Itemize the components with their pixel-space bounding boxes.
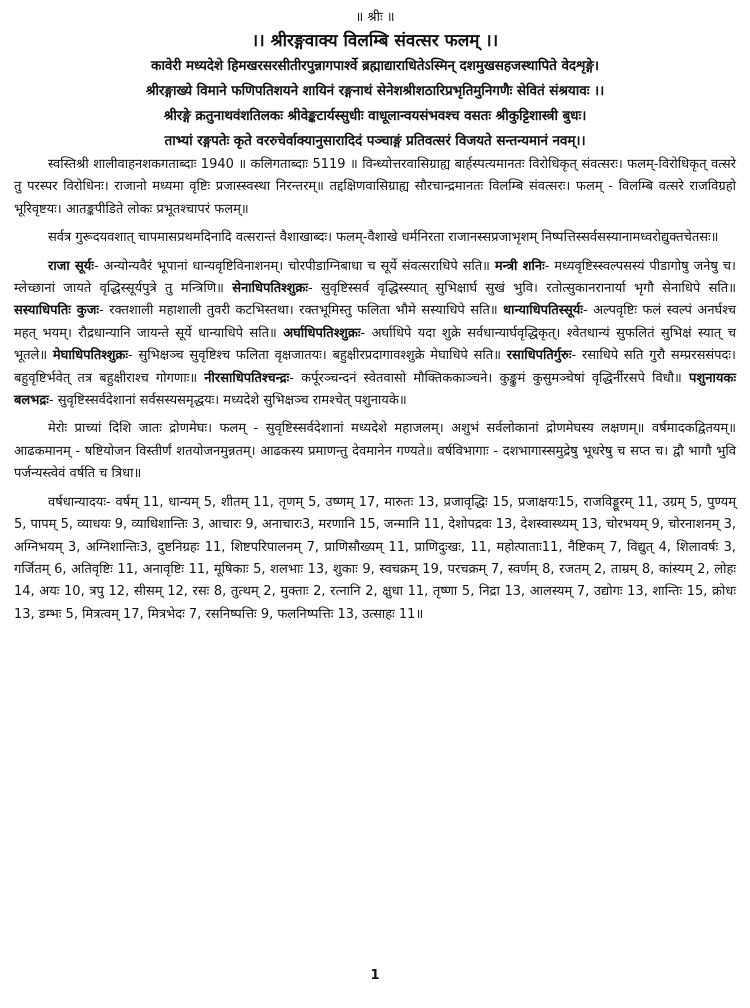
- ruler-text: - अल्पवृष्टिः फलं स्वल्पं अनर्घश्च महत् भयम्। रौद्रधान्यानि जायन्ते सूर्ये धान्याधिपे सति॥: [14, 303, 736, 341]
- intro-line: श्रीरङ्गे क्रतुनाथवंशतिलकः श्रीवेङ्कटार्यस्सुधीः वाधूलान्वयसंभवश्च वसतः श्रीकुट्टिशास्त्री बुधः।: [163, 108, 587, 124]
- ruler-entry: [53, 348, 507, 363]
- intro-line: ताभ्यां रङ्गपतेः कृते वररुचेर्वाक्यानुसारादिदं पञ्चाङ्गं प्रतिवत्सरं विजयते सन्तन्यमानं नवम्।।: [164, 133, 586, 149]
- ruler-text: - मध्यवृष्टिस्स्वल्पसस्यं पीडागोषु जनेषु च। म्लेच्छानां जायते वृद्धिस्सूर्यपुत्रे तु मन्त्रिणि॥: [14, 258, 736, 297]
- ruler-key: रसाधिपतिर्गुरुः: [506, 348, 572, 364]
- ruler-key: नीरसाधिपतिश्चन्द्रः: [204, 370, 290, 386]
- ruler-text: - सुवृष्टिस्सर्व वृद्धिस्स्यात् सुभिक्षार्घ सुखं भुवि। रतोत्सुकानरानार्या भृगौ सेनाधिपे सति॥: [307, 281, 737, 297]
- ruler-text: - सुवृष्टिस्सर्वदेशानां सर्वसस्यसमृद्धयः। मध्यदेशे सुभिक्षञ्च रामश्चेत् पशुनायके॥: [48, 393, 407, 409]
- intro-line: कावेरी मध्यदेशे हिमखरसरसीतीरपुन्नागपार्श्वे ब्रह्माद्याराधितेऽस्मिन् दशमुखसहजस्थापिते वेदशृङ्गे।: [151, 58, 599, 74]
- paragraph-rulers: [14, 256, 736, 413]
- ruler-key: पशुनायकः बलभद्रः: [14, 370, 736, 409]
- ruler-entry: [48, 259, 495, 274]
- page-number: 1: [370, 968, 380, 983]
- ruler-text: - रक्तशाली महाशाली तुवरी कटभिस्तथा। रक्तभूमिस्तु फलिता भौमे सस्याधिपे सति॥: [99, 303, 504, 319]
- ruler-key: अर्घाधिपतिश्शुक्रः: [283, 325, 361, 341]
- ruler-text: - कर्पूरञ्चन्दनं स्वेतवासो मौक्तिककाञ्चने। कुङ्कुमं कुसुमञ्चेषां वृद्धिर्नीरसपे विधौ॥: [289, 370, 690, 386]
- ruler-key: धान्याधिपतिस्सूर्यः: [503, 303, 583, 319]
- paragraph-measures: वर्षधान्यादयः- वर्षम् 11, धान्यम् 5, शीतम् 11, तृणम् 5, उष्णम् 17, मारुतः 13, प्रजावृद्धिः 15, प्रजाक्षयः15, राजविड्डूरम् 11, उग्रम् 5, पुण्यम् 5, पापम् 5, व्याधयः 9, व्याधिशान्तिः 3, आचारः 9, अनाचारः3, मरणानि 15, जन्मानि 11, देशोपद्रवः 13, देशस्वास्थ्यम् 13, चोरभयम् 9, चोरनाशनम् 3, अग्निभयम् 3, अग्निशान्तिः3, दुष्टनिग्रहः 11, शिष्टपरिपालनम् 7, प्राणिसौख्यम् 11, प्राणिदुःखः, 11, महोत्पाताः11, नैष्टिकम् 7, विद्युत् 4, शिलावर्षः 3, गर्जितम् 6, अतिवृष्टिः 11, अनावृष्टिः 11, मूषिकाः 5, शलभाः 13, शुकाः 9, स्वचक्रम् 19, परचक्रम् 7, स्वर्णम् 8, रजतम् 2, ताम्रम् 8, कांस्यम् 2, लोहः 14, अयः 10, त्रपु 12, सीसम् 12, रसः 8, तुत्थम् 2, मुक्ताः 2, रत्नानि 2, क्षुधा 11, तृष्णा 5, निद्रा 13, आलस्यम् 7, उद्योगः 13, शान्तिः 15, क्रोधः 13, डम्भः 5, मित्रत्वम् 17, मित्रभेदः 7, रसनिष्पत्तिः 9, फलनिष्पत्तिः 13, उत्साहः 11॥: [14, 494, 736, 622]
- ruler-text: - अर्घाधिपे यदा शुक्रे सर्वधान्यार्घवृद्धिकृत्। श्वेतधान्यं सुफलितं सुभिक्षं स्यात् च भूतले॥: [14, 325, 736, 364]
- ruler-entry: [232, 281, 736, 296]
- intro-line: श्रीरङ्गाख्ये विमाने फणिपतिशयने शायिनं रङ्गनाथं सेनेशश्रीशठारिप्रभृतिमुनिगणैः सेवितं संश्रयावः ।।: [145, 83, 605, 99]
- ruler-text: - रसाधिपे सति गुरौ सम्प्ररससंपदः। बहुवृष्टिर्भवेत् तत्र बहुक्षीराश्च गोगणाः॥: [14, 348, 736, 386]
- paragraph-cloud: मेरोः प्राच्यां दिशि जातः द्रोणमेघः। फलम् - सुवृष्टिस्सर्वदेशानां मध्यदेशे महाजलम्। अशुभं सर्वलोकानां द्रोणमेघस्य लक्षणम्॥ वर्षमादकद्वितयम्॥ आढकमानम् - षष्टियोजन विस्तीर्णं शतयोजनमुन्नतम्। आढकस्य प्रमाणन्तु देवमानेन गण्यते॥ वर्षविभागाः - दशभागास्समुद्रेषु भूधरेषु च सप्त च। द्वौ भागौ भुवि पर्जन्यस्त्वेवं वर्षति च त्रिधा॥: [14, 421, 736, 482]
- paragraph-era: स्वस्तिश्री शालीवाहनशकगताब्दाः 1940 ॥ कलिगताब्दाः 5119 ॥ विन्ध्योत्तरवासिग्राह्य बार्हस्पत्यमानतः विरोधिकृत् संवत्सरः। फलम्-विरोधिकृत् वत्सरे तु परस्पर विरोधिनः। राजानो मध्यमा वृष्टिः प्रजास्स्वस्था निरन्तरम्॥ तद्दक्षिणवासिग्राह्य सौरचान्द्रमानतः विलम्बि संवत्सरः। फलम् - विलम्बि वत्सरे राजविग्रहो भूरिवृष्टयः। आतङ्कपीडिते लोकः प्रभूतश्चापरं फलम्॥: [14, 157, 736, 217]
- ruler-key: सस्याधिपतिः कुजः: [14, 303, 100, 319]
- ruler-key: मन्त्री शनिः: [494, 258, 545, 274]
- paragraph-year: सर्वत्र गुरूदयवशात् चापमासप्रथमदिनादि वत्सरान्तं वैशाखाब्दः। फलम्-वैशाखे धर्मनिरता राजानस्सप्रजाभृशम् निष्पत्तिस्सर्वसस्यानामध्वरोद्युक्तचेतसः॥: [48, 230, 719, 246]
- ruler-text: - अन्योन्यवैरं भूपानां धान्यवृष्टिविनाशनम्। चोरपीडाग्निबाधा च सूर्ये संवत्सराधिपे सति॥: [93, 258, 495, 274]
- invocation: ॥ श्रीः ॥: [355, 10, 395, 25]
- intro-verse: [14, 54, 736, 154]
- document-page: [14, 8, 736, 626]
- ruler-entry: [204, 371, 689, 386]
- ruler-key: सेनाधिपतिश्शुक्रः: [232, 281, 308, 297]
- ruler-key: राजा सूर्यः: [48, 258, 94, 274]
- ruler-entry: [14, 303, 503, 318]
- page-title: ।। श्रीरङ्गवाक्य विलम्बि संवत्सर फलम् ।।: [251, 31, 499, 51]
- ruler-text: - सुभिक्षञ्च सुवृष्टिश्च फलिता वृक्षजातयः। बहुक्षीरप्रदागावश्शुक्रे मेघाधिपे सति॥: [128, 348, 507, 364]
- ruler-key: मेघाधिपतिश्शुक्रः: [52, 348, 129, 364]
